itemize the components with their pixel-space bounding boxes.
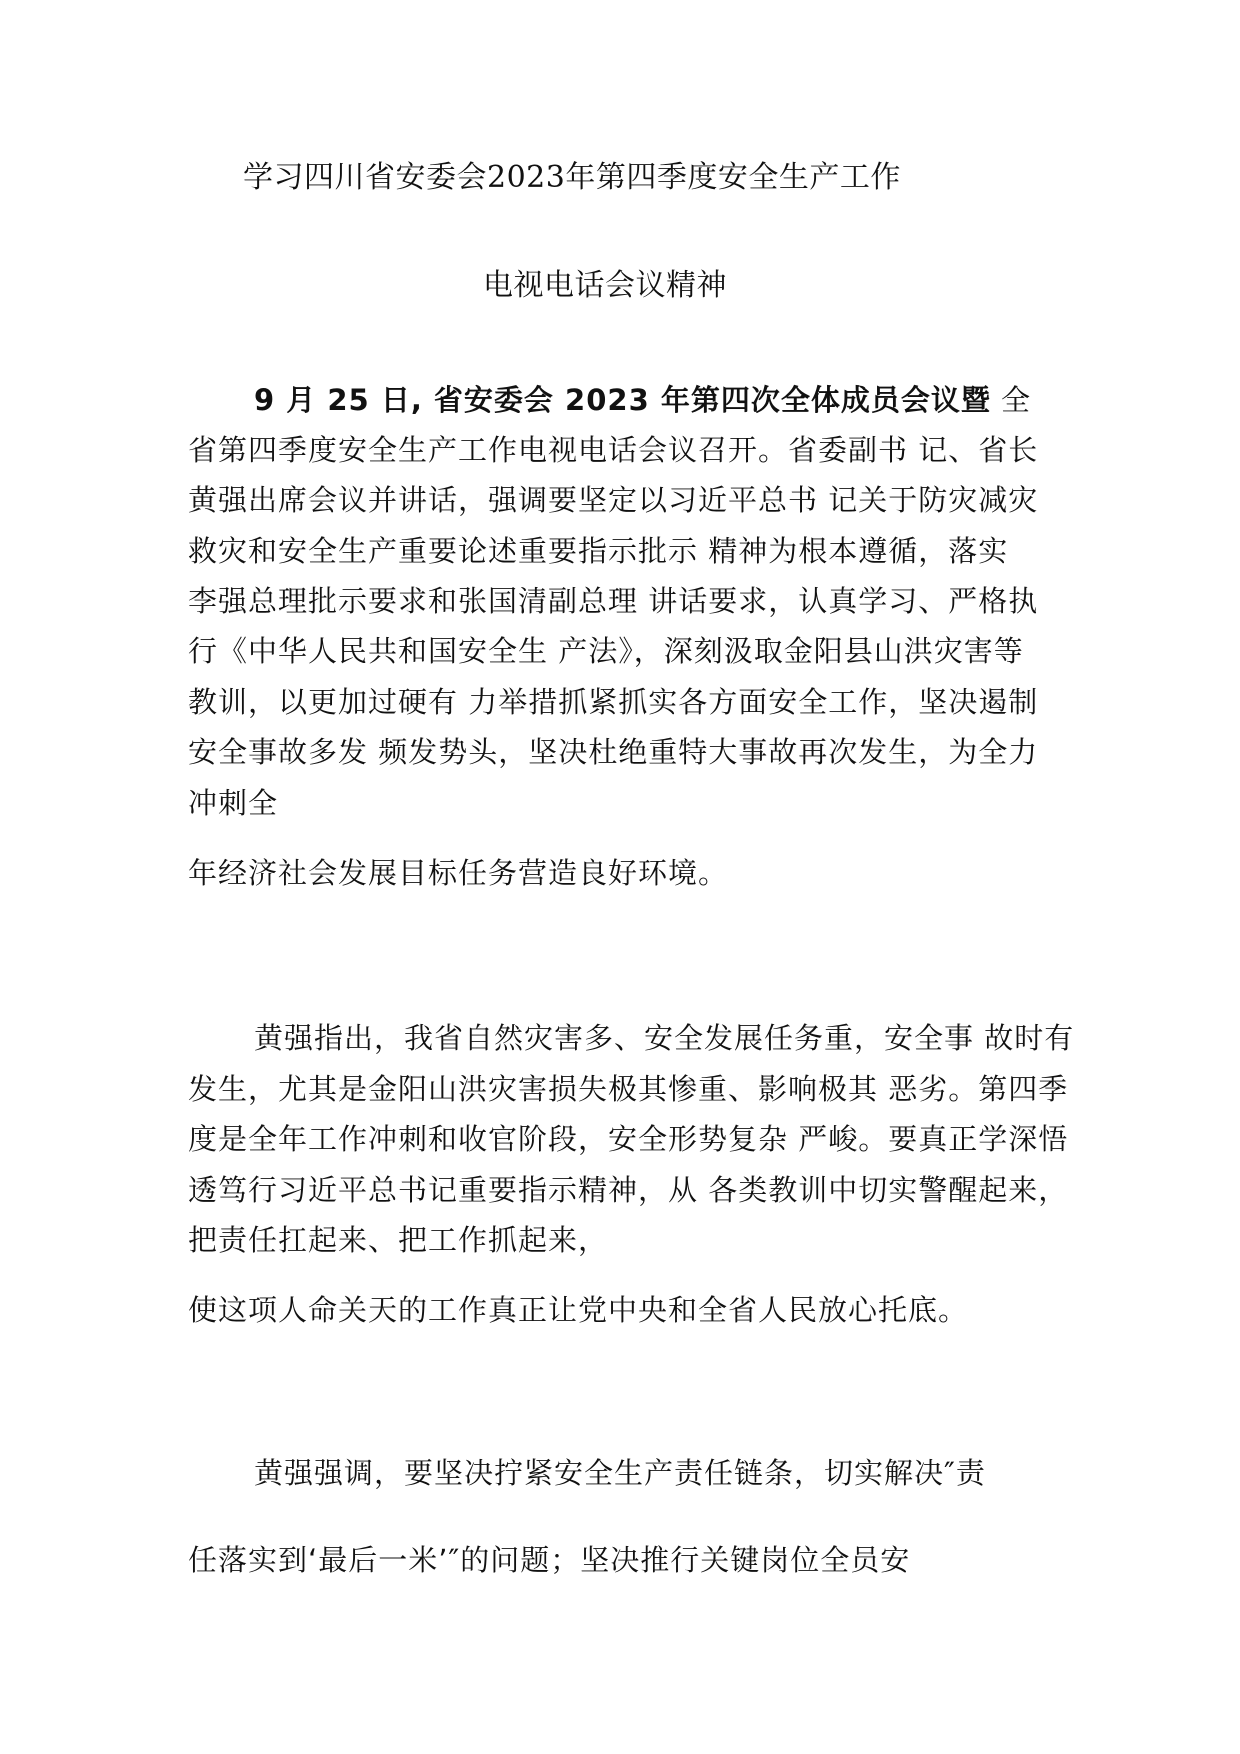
paragraph-1-tail: 年经济社会发展目标任务营造良好环境。 [188,856,729,890]
paragraph-2-line-4: 透笃行习近平总书记重要指示精神，从 各类教训中切实警醒起来， [188,1173,1069,1207]
paragraph-1-line-4: 救灾和安全生产重要论述重要指示批示 精神为根本遵循，落实 [188,534,1009,568]
paragraph-1-line-7: 教训，以更加过硬有 力举措抓紧抓实各方面安全工作，坚决遏制 [188,685,1039,719]
paragraph-1-date-lead: 9 月 25 日, 省安委会 2023 年第四次全体成员会议暨 [254,383,991,417]
paragraph-2-line-1: 黄强指出，我省自然灾害多、安全发展任务重，安全事 故时有 [254,1021,1075,1055]
paragraph-1-line-8: 安全事故多发 频发势头，坚决杜绝重特大事故再次发生，为全力 [188,735,1039,769]
document-title-line-1: 学习四川省安委会2023年第四季度安全生产工作 [243,160,901,195]
paragraph-1-line-2: 省第四季度安全生产工作电视电话会议召开。省委副书 记、省长 [188,433,1039,467]
paragraph-3-line-1: 黄强强调，要坚决拧紧安全生产责任链条，切实解决″责 [254,1456,986,1490]
paragraph-1-line-1 [254,380,1031,420]
paragraph-1-line-6: 行《中华人民共和国安全生 产法》，深刻汲取金阳县山洪灾害等 [188,634,1024,668]
paragraph-3-line-2: 任落实到‘最后一米’″的问题；坚决推行关键岗位全员安 [188,1543,911,1577]
paragraph-2-line-5: 把责任扛起来、把工作抓起来， [188,1223,609,1257]
paragraph-1-line-3: 黄强出席会议并讲话，强调要坚定以习近平总书 记关于防灾减灾 [188,483,1039,517]
document-title-line-2: 电视电话会议精神 [483,268,727,303]
paragraph-1-line-9: 冲刺全 [188,786,279,820]
paragraph-1-lead-rest: 全 [990,383,1032,417]
paragraph-2-line-2: 发生，尤其是金阳山洪灾害损失极其惨重、影响极其 恶劣。第四季 [188,1072,1069,1106]
paragraph-2-tail: 使这项人命关天的工作真正让党中央和全省人民放心托底。 [188,1293,969,1327]
paragraph-1-line-5: 李强总理批示要求和张国清副总理 讲话要求，认真学习、严格执 [188,584,1039,618]
paragraph-2-line-3: 度是全年工作冲刺和收官阶段，安全形势复杂 严峻。要真正学深悟 [188,1122,1069,1156]
